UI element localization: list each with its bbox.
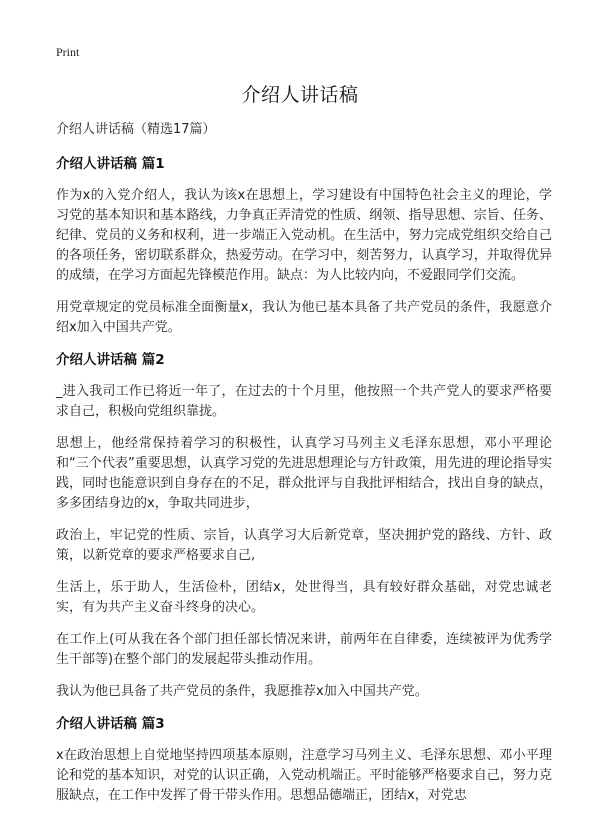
section-heading: 介绍人讲话稿 篇1 — [56, 156, 165, 172]
paragraph: 用党章规定的党员标准全面衡量x，我认为他已基本具备了共产党员的条件，我愿意介绍x加入中国共产党。 — [56, 300, 552, 335]
document-title: 介绍人讲话稿 — [241, 84, 359, 106]
section-2 — [56, 350, 552, 702]
document-content — [56, 120, 552, 818]
section-heading: 介绍人讲话稿 篇3 — [56, 716, 165, 732]
section-1 — [56, 154, 552, 338]
section-heading: 介绍人讲话稿 篇2 — [56, 352, 165, 368]
paragraph: _进入我司工作已将近一年了，在过去的十个月里，他按照一个共产党人的要求严格要求自己，积极向党组织靠拢。 — [56, 384, 552, 419]
paragraph: x在政治思想上自觉地坚持四项基本原则，注意学习马列主义、毛泽东思想、邓小平理论和党的基本知识，对党的认识正确，入党动机端正。平时能够严格要求自己，努力克服缺点，在工作中发挥了骨干带头作用。思想品德端正，团结x，对党忠 — [56, 748, 552, 803]
print-link[interactable]: Print — [56, 45, 80, 59]
section-3 — [56, 714, 552, 806]
paragraph: 思想上，他经常保持着学习的积极性，认真学习马列主义毛泽东思想，邓小平理论和“三个代表”重要思想，认真学习党的先进思想理论与方针政策，用先进的理论指导实践，同时也能意识到自身存在的不足，群众批评与自我批评相结合，找出自身的缺点，多多团结身边的x，争取共同进步， — [56, 436, 552, 511]
paragraph: 在工作上(可从我在各个部门担任部长情况来讲，前两年在自律委，连续被评为优秀学生干部等)在整个部门的发展起带头推动作用。 — [56, 632, 552, 667]
paragraph: 作为x的入党介绍人，我认为该x在思想上，学习建设有中国特色社会主义的理论，学习党的基本知识和基本路线，力争真正弄清党的性质、纲领、指导思想、宗旨、任务、纪律、党员的义务和权利，进一步端正入党动机。在生活中，努力完成党组织交给自己的各项任务，密切联系群众，热爱劳动。在学习中，刻苦努力，认真学习，并取得优异的成绩，在学习方面起先锋模范作用。缺点：为人比较内向，不爱跟同学们交流。 — [56, 188, 552, 283]
paragraph: 政治上，牢记党的性质、宗旨，认真学习大后新党章，坚决拥护党的路线、方针、政策，以新党章的要求严格要求自己, — [56, 528, 552, 563]
document-subtitle: 介绍人讲话稿（精选17篇） — [56, 122, 216, 137]
paragraph: 我认为他已具备了共产党员的条件，我愿推荐x加入中国共产党。 — [56, 684, 428, 699]
paragraph: 生活上，乐于助人，生活俭朴，团结x，处世得当，具有较好群众基础，对党忠诚老实，有为共产主义奋斗终身的决心。 — [56, 580, 552, 615]
